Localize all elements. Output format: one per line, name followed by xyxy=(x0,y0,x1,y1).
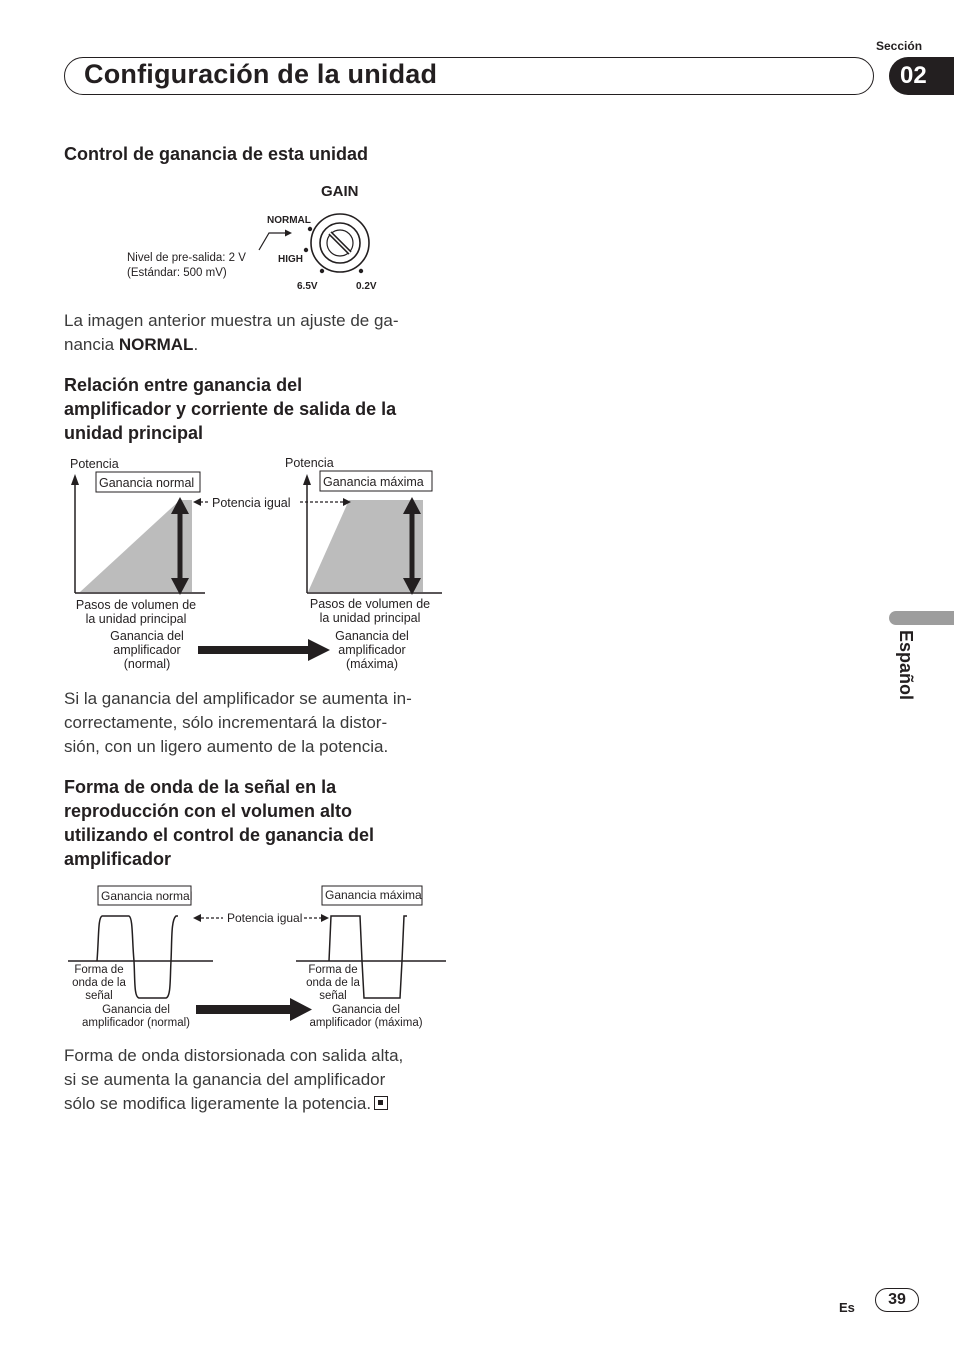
para3-line1: Forma de onda distorsionada con salida alta, xyxy=(64,1046,404,1065)
normal-gain-label: Ganancia normal xyxy=(99,476,195,490)
amp-left-line1: Ganancia del xyxy=(110,629,184,643)
steps-right-line1: Pasos de volumen de xyxy=(309,597,431,611)
left-value-label: 6.5V xyxy=(297,281,318,292)
page-number: 39 xyxy=(875,1288,919,1312)
para1-bold-normal: NORMAL xyxy=(118,335,194,354)
para1-period: . xyxy=(193,335,199,354)
gain-transition-arrow-shaft xyxy=(198,646,310,654)
gain-transition-arrowhead xyxy=(308,639,330,661)
equal-power-label: Potencia igual xyxy=(212,496,291,510)
para3-line3: sólo se modifica ligeramente la potencia. xyxy=(64,1094,372,1113)
wave-amp-left-line2: amplificador (normal) xyxy=(81,1017,191,1029)
page-title: Configuración de la unidad xyxy=(84,59,438,89)
steps-left-line1: Pasos de volumen de xyxy=(75,598,197,612)
paragraph-waveform xyxy=(64,1044,459,1116)
normal-detent-dot xyxy=(308,227,312,231)
wave-equal-left-arrowhead xyxy=(193,914,201,922)
steps-left-line2: la unidad principal xyxy=(85,612,187,626)
para3-line2: si se aumenta la ganancia del amplificador xyxy=(64,1070,386,1089)
heading3-line2: reproducción con el volumen alto xyxy=(64,801,353,821)
wave-amp-right-line2: amplificador (máxima) xyxy=(309,1017,423,1029)
power-label-left: Potencia xyxy=(70,457,119,471)
preout-note-line1: Nivel de pre-salida: 2 V xyxy=(127,252,246,264)
amp-right-line3: (máxima) xyxy=(345,657,399,671)
wave-max-gain-label: Ganancia máxima xyxy=(325,888,422,902)
wave-left-label-line2: onda de la xyxy=(72,977,126,989)
heading2-line3: unidad principal xyxy=(64,423,204,443)
wave-amp-left-line1: Ganancia del xyxy=(102,1004,170,1016)
wave-transition-arrow-shaft xyxy=(196,1005,292,1014)
gain-relation-diagram xyxy=(64,452,454,678)
min-detent-dot xyxy=(320,269,324,273)
power-label-right: Potencia xyxy=(285,456,334,470)
amp-left-line2: amplificador xyxy=(113,643,181,657)
heading-gain-relation xyxy=(64,373,396,445)
wave-right-label-line1: Forma de xyxy=(308,964,358,976)
equal-power-left-arrowhead xyxy=(193,498,201,506)
paragraph-gain-distortion xyxy=(64,687,459,759)
normal-pointer-arrowhead xyxy=(285,230,292,237)
language-label: Español xyxy=(896,630,916,701)
wave-right-label-line3: señal xyxy=(319,990,347,1002)
wave-right-label-line2: onda de la xyxy=(306,977,360,989)
end-of-section-icon xyxy=(374,1096,388,1110)
normal-label: NORMAL xyxy=(267,215,311,226)
language-code: Es xyxy=(839,1300,855,1315)
gain-title: GAIN xyxy=(321,183,359,200)
para1-line1: La imagen anterior muestra un ajuste de ga- xyxy=(64,311,399,330)
heading-gain-control: Control de ganancia de esta unidad xyxy=(64,144,369,164)
wave-left-label-line3: señal xyxy=(85,990,113,1002)
para2-line2: correctamente, sólo incrementará la distor- xyxy=(64,713,388,732)
high-detent-dot xyxy=(304,248,308,252)
heading3-line4: amplificador xyxy=(64,849,172,869)
section-label: Sección xyxy=(876,39,923,53)
heading-waveform xyxy=(64,775,374,871)
wave-equal-power-label: Potencia igual xyxy=(227,911,303,925)
heading2-line2: amplificador y corriente de salida de la xyxy=(64,399,397,419)
amp-right-line1: Ganancia del xyxy=(335,629,409,643)
language-tab xyxy=(889,611,954,625)
waveform-diagram xyxy=(64,880,454,1036)
right-value-label: 0.2V xyxy=(356,281,377,292)
wave-amp-right-line1: Ganancia del xyxy=(332,1004,400,1016)
max-gain-label: Ganancia máxima xyxy=(323,475,424,489)
amp-right-line2: amplificador xyxy=(338,643,406,657)
high-label: HIGH xyxy=(278,254,303,265)
heading2-line1: Relación entre ganancia del xyxy=(64,375,303,395)
para2-line3: sión, con un ligero aumento de la potencia. xyxy=(64,737,389,756)
wave-normal-gain-label: Ganancia normal xyxy=(101,889,193,903)
wave-equal-right-arrowhead xyxy=(321,914,329,922)
wave-left-label-line1: Forma de xyxy=(74,964,124,976)
heading3-line3: utilizando el control de ganancia del xyxy=(64,825,375,845)
steps-right-line2: la unidad principal xyxy=(319,611,421,625)
paragraph-gain-normal xyxy=(64,309,454,357)
preout-note-line2: (Estándar: 500 mV) xyxy=(127,267,227,279)
para1-line2: nancia xyxy=(64,335,119,354)
normal-pointer-line xyxy=(259,233,288,250)
gain-dial-diagram xyxy=(120,176,400,298)
max-detent-dot xyxy=(359,269,363,273)
heading3-line1: Forma de onda de la señal en la xyxy=(64,777,337,797)
para2-line1: Si la ganancia del amplificador se aumenta in- xyxy=(64,689,412,708)
section-number-tab: 02 xyxy=(889,57,954,95)
amp-left-line3: (normal) xyxy=(123,657,171,671)
